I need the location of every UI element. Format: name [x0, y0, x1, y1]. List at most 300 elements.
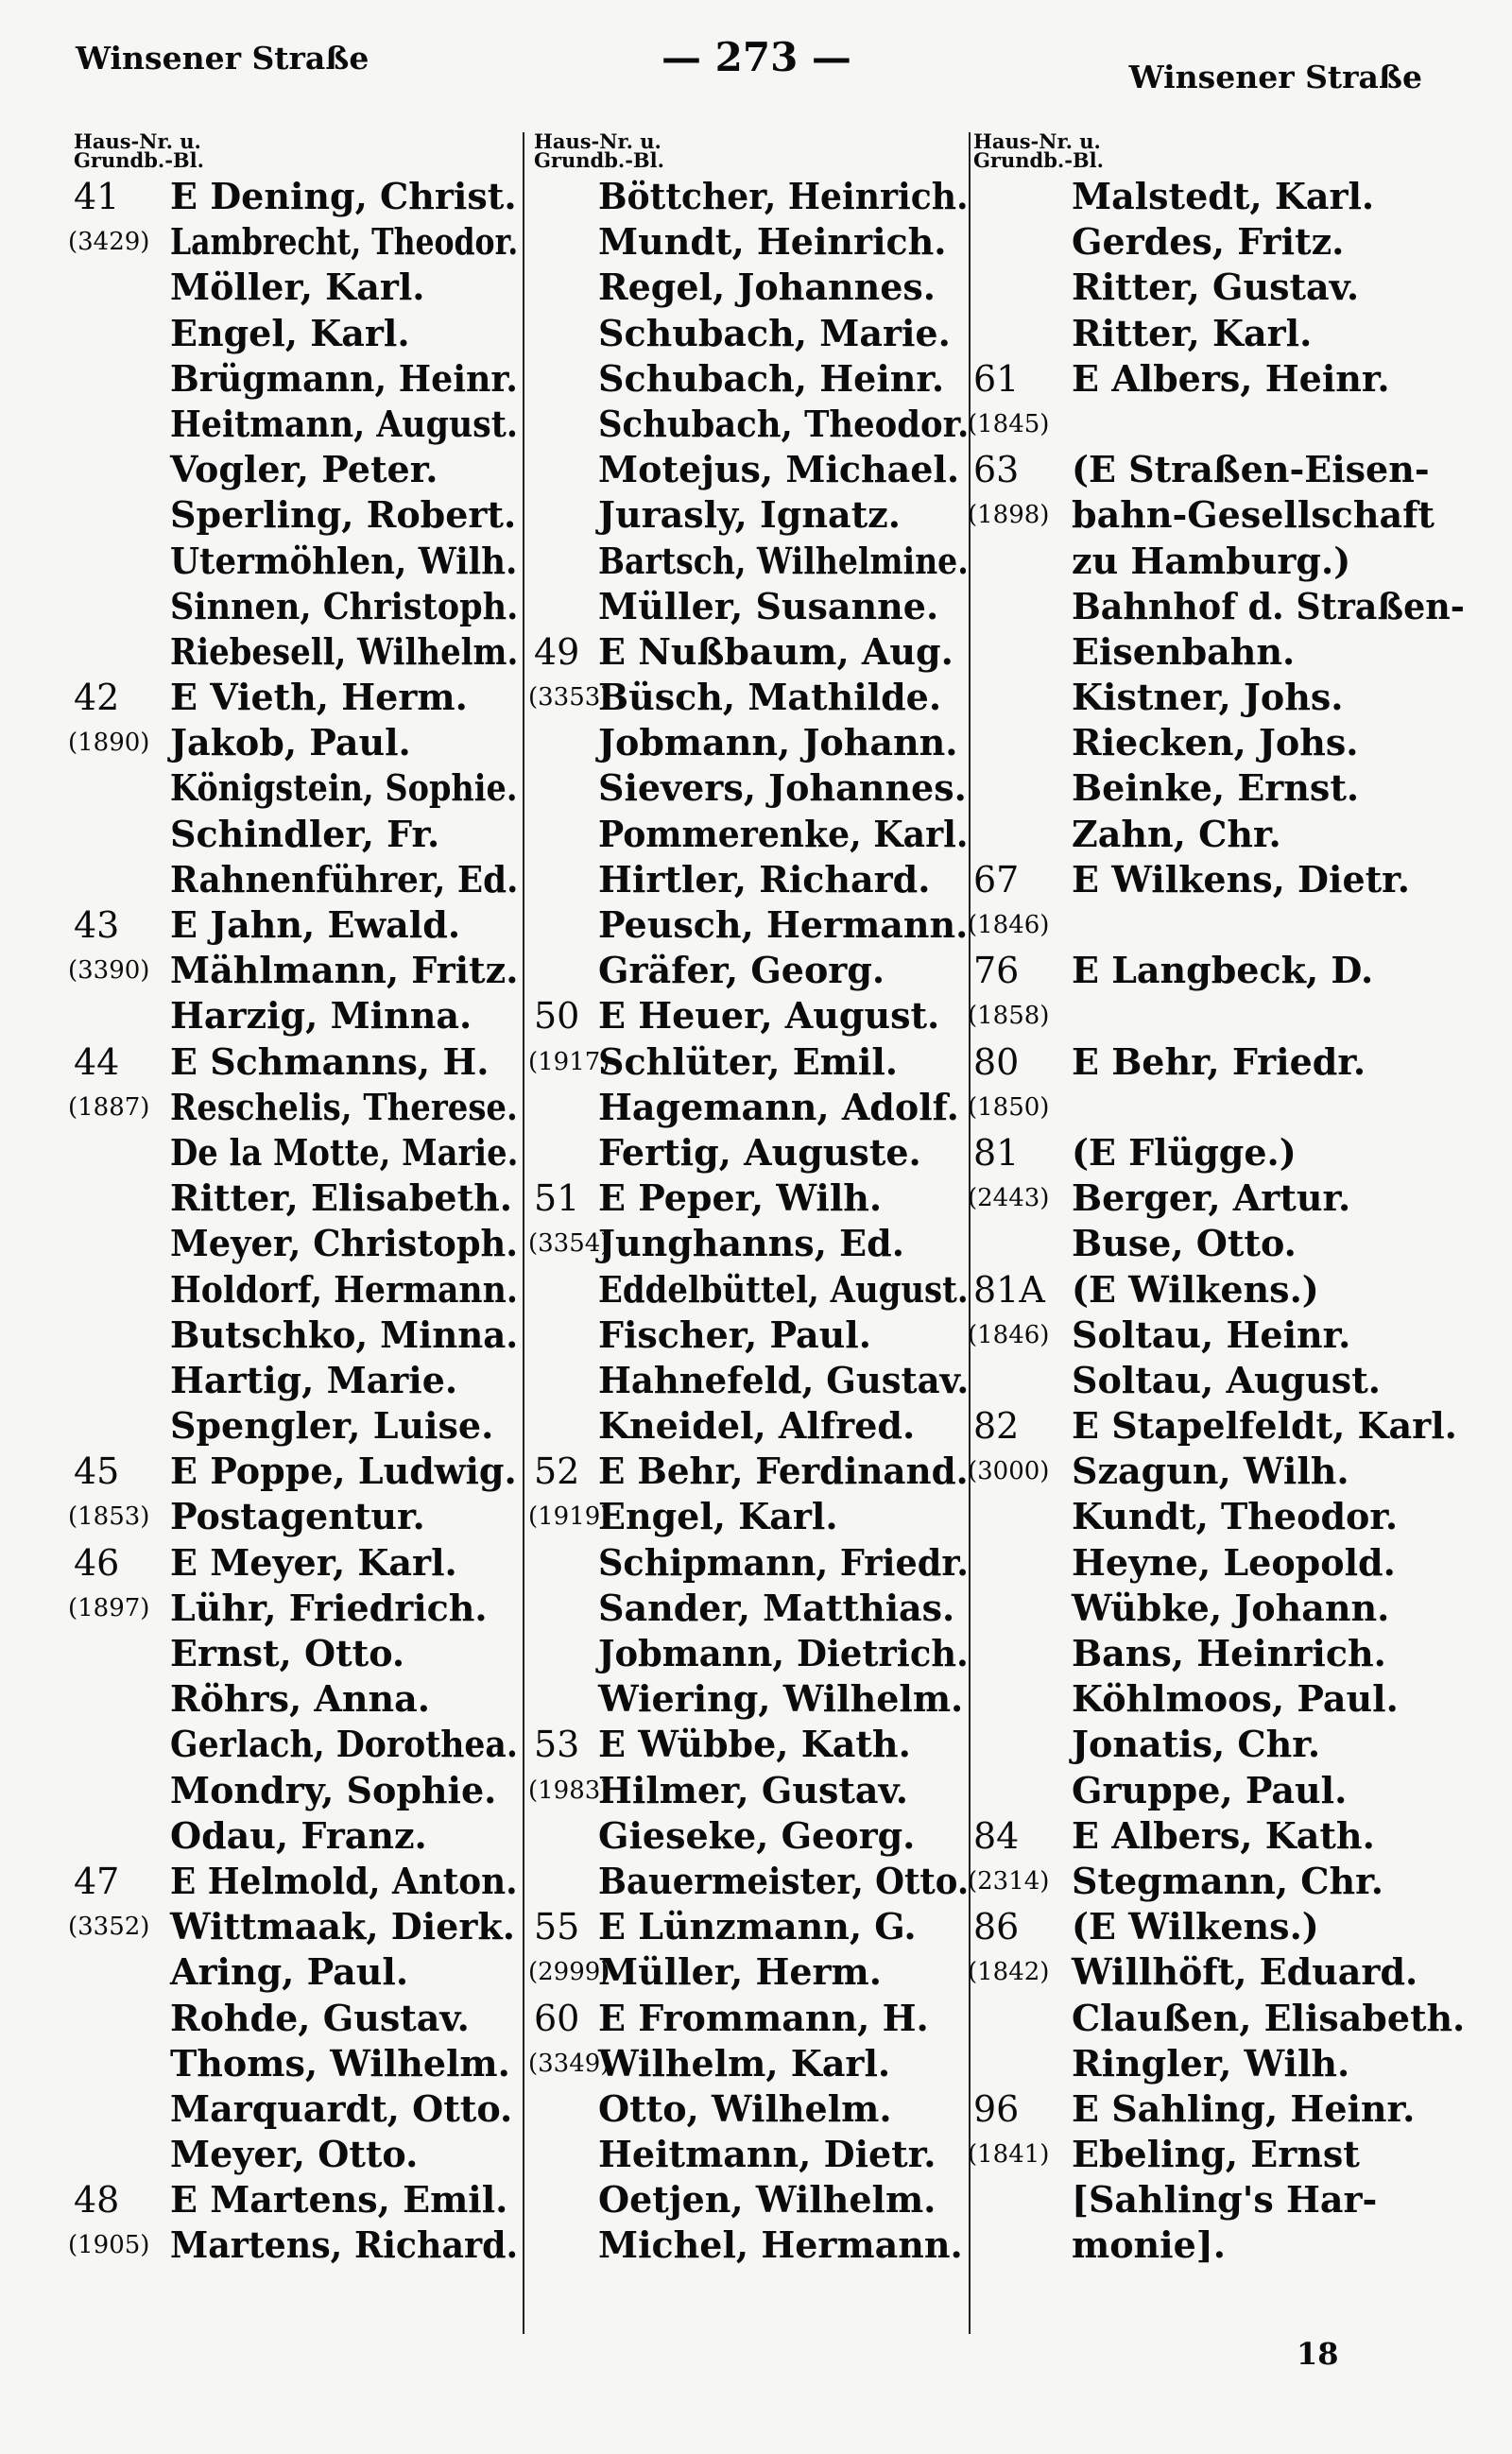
directory-entry [534, 1267, 969, 1313]
resident-name: Fertig, Auguste. [598, 1130, 921, 1174]
directory-entry [973, 1358, 1465, 1403]
resident-name: Butschko, Minna. [170, 1313, 519, 1356]
land-register-number: (3354) [528, 1229, 610, 1259]
directory-entry [74, 812, 518, 857]
directory-entry [74, 1813, 518, 1859]
directory-entry [74, 1039, 518, 1085]
directory-entry [534, 1904, 969, 1949]
directory-entry [74, 1859, 518, 1904]
resident-name: Ernst, Otto. [170, 1632, 405, 1674]
resident-name: Pommerenke, Karl. [598, 812, 969, 855]
directory-entry [68, 1586, 518, 1631]
house-number: 80 [973, 1040, 1020, 1083]
resident-name: Engel, Karl. [170, 311, 410, 354]
directory-entry [534, 2132, 969, 2177]
resident-name: Hagemann, Adolf. [598, 1085, 959, 1128]
directory-entry [74, 1267, 518, 1313]
resident-name: Hartig, Marie. [170, 1358, 458, 1401]
directory-entry [68, 2222, 519, 2268]
directory-entry [528, 1494, 969, 1539]
resident-name: Ringler, Wilh. [1072, 2041, 1350, 2085]
resident-name: Meyer, Otto. [170, 2133, 419, 2176]
directory-entry [968, 2132, 1465, 2177]
house-number: 76 [973, 950, 1020, 992]
resident-name: Möller, Karl. [170, 266, 425, 309]
house-number: 45 [74, 1450, 120, 1493]
directory-entry [74, 539, 518, 584]
resident-name: E Vieth, Herm. [170, 676, 468, 719]
resident-name: Rahnenführer, Ed. [170, 857, 519, 901]
directory-entry [74, 584, 518, 629]
directory-entry [973, 1996, 1465, 2041]
directory-entry [968, 902, 1465, 948]
resident-name: Ebeling, Ernst [1072, 2133, 1360, 2176]
directory-entry [534, 629, 969, 675]
house-number: 84 [973, 1814, 1020, 1857]
land-register-number: (1846) [968, 911, 1050, 939]
land-register-number: (1846) [968, 1320, 1050, 1349]
directory-column-1 [68, 129, 519, 2269]
directory-entry [74, 492, 518, 538]
resident-name: E Wilkens, Dietr. [1072, 857, 1410, 901]
directory-entry [534, 2177, 969, 2222]
directory-entry [74, 1631, 518, 1676]
signature-mark: 18 [1297, 2336, 1339, 2372]
resident-name: E Stapelfeldt, Karl. [1072, 1404, 1457, 1448]
resident-name: Jakob, Paul. [170, 721, 411, 764]
land-register-number: (1917) [528, 1047, 610, 1076]
directory-entry [74, 1540, 518, 1586]
resident-name: Kundt, Theodor. [1072, 1495, 1399, 1538]
resident-name: Ritter, Karl. [1072, 311, 1313, 354]
directory-entry [74, 1949, 518, 1995]
resident-name: Wilhelm, Karl. [598, 2041, 891, 2085]
land-register-number: (1853) [68, 1502, 150, 1532]
resident-name: E Wübbe, Kath. [598, 1723, 911, 1766]
directory-entry [74, 311, 518, 356]
resident-name: Schindler, Fr. [170, 812, 440, 855]
directory-entry [74, 2132, 518, 2177]
resident-name: Kneidel, Alfred. [598, 1404, 916, 1448]
directory-entry [973, 765, 1465, 811]
resident-name: Schlüter, Emil. [598, 1039, 898, 1083]
land-register-number: (2443) [968, 1184, 1050, 1213]
directory-entry [968, 402, 1465, 447]
directory-entry [74, 1722, 518, 1767]
resident-name: Schubach, Marie. [598, 311, 951, 354]
directory-entry [973, 539, 1465, 584]
directory-entry [973, 629, 1465, 675]
house-number: 44 [74, 1040, 120, 1083]
directory-entry [68, 1494, 518, 1539]
directory-entry [973, 1586, 1465, 1631]
resident-name: Michel, Hermann. [598, 2223, 963, 2267]
directory-entry [534, 2222, 969, 2268]
directory-entry [973, 1267, 1465, 1313]
resident-name: Mondry, Sophie. [170, 1768, 497, 1811]
resident-name: Bahnhof d. Straßen- [1072, 584, 1465, 627]
directory-entry [973, 1221, 1465, 1266]
resident-name: Heitmann, Dietr. [598, 2133, 936, 2176]
directory-entry [74, 1358, 518, 1403]
resident-name: De la Motte, Marie. [170, 1130, 519, 1174]
directory-entry [968, 1313, 1465, 1358]
house-number: 53 [534, 1724, 580, 1766]
directory-entry [74, 2086, 518, 2132]
land-register-number: (2999) [528, 1958, 610, 1987]
resident-name: E Martens, Emil. [170, 2178, 508, 2222]
resident-name: Aring, Paul. [170, 1950, 409, 1994]
land-register-number: (3000) [968, 1457, 1050, 1486]
resident-name: Böttcher, Heinrich. [598, 175, 969, 217]
directory-entry [74, 902, 518, 948]
column-header-line: Grundb.-Bl. [534, 148, 664, 172]
directory-entry [973, 1904, 1465, 1949]
directory-entry [534, 1176, 969, 1221]
house-number: 96 [973, 2087, 1020, 2130]
resident-name: Jurasly, Ignatz. [598, 493, 901, 537]
resident-name: Utermöhlen, Wilh. [170, 539, 518, 582]
resident-name: Holdorf, Hermann. [170, 1267, 518, 1311]
directory-entry [534, 1631, 969, 1676]
resident-name: Martens, Richard. [170, 2223, 519, 2267]
directory-entry [534, 402, 969, 447]
resident-name: Lambrecht, Theodor. [170, 220, 519, 264]
directory-entry [74, 1403, 518, 1449]
directory-entry [968, 1949, 1465, 1995]
resident-name: Hirtler, Richard. [598, 857, 931, 901]
resident-name: Mundt, Heinrich. [598, 220, 947, 264]
resident-name: Zahn, Chr. [1072, 812, 1281, 855]
directory-entry [534, 1085, 969, 1130]
resident-name: Claußen, Elisabeth. [1072, 1996, 1466, 2039]
resident-name: Soltau, Heinr. [1072, 1313, 1351, 1356]
directory-entry [74, 675, 518, 720]
resident-name: Regel, Johannes. [598, 266, 936, 309]
directory-entry [68, 219, 519, 265]
resident-name: Vogler, Peter. [170, 448, 438, 491]
directory-entry [74, 1996, 518, 2041]
directory-entry [68, 1904, 518, 1949]
resident-name: (E Wilkens.) [1072, 1905, 1319, 1948]
resident-name: Müller, Susanne. [598, 584, 939, 627]
resident-name: Ritter, Elisabeth. [170, 1176, 513, 1220]
resident-name: E Albers, Heinr. [1072, 356, 1390, 400]
resident-name: Schubach, Theodor. [598, 402, 970, 445]
house-number: 46 [74, 1541, 120, 1584]
house-number: 60 [534, 1997, 580, 2039]
directory-entry [74, 1221, 518, 1266]
resident-name: Kistner, Johs. [1072, 676, 1344, 719]
column-header [973, 129, 1465, 174]
directory-entry [973, 2177, 1465, 2222]
directory-entry [74, 1176, 518, 1221]
directory-entry [534, 1996, 969, 2041]
resident-name: Stegmann, Chr. [1072, 1859, 1383, 1902]
house-number: 41 [74, 176, 120, 217]
resident-name: E Behr, Friedr. [1072, 1039, 1366, 1083]
running-head-left: Winsener Straße [76, 40, 369, 77]
resident-name: Hilmer, Gustav. [598, 1768, 909, 1811]
running-head-right: Winsener Straße [1128, 59, 1422, 95]
directory-entry [534, 1449, 969, 1494]
house-number: 43 [74, 904, 120, 946]
resident-name: Szagun, Wilh. [1072, 1450, 1349, 1493]
resident-name: Sievers, Johannes. [598, 766, 967, 810]
column-header-line: Haus-Nr. u. [973, 129, 1101, 153]
directory-entry [973, 1676, 1465, 1722]
directory-entry [534, 902, 969, 948]
resident-name: Berger, Artur. [1072, 1176, 1351, 1220]
resident-name: Wittmaak, Dierk. [170, 1905, 515, 1948]
house-number: 52 [534, 1450, 580, 1493]
directory-entry [68, 948, 519, 993]
directory-entry [968, 1176, 1465, 1221]
resident-name: Junghanns, Ed. [598, 1222, 904, 1265]
directory-entry [973, 675, 1465, 720]
land-register-number: (1858) [968, 1002, 1050, 1031]
house-number: 47 [74, 1860, 120, 1902]
resident-name: Gerdes, Fritz. [1072, 220, 1345, 264]
directory-entry [968, 1859, 1465, 1904]
house-number: 86 [973, 1906, 1020, 1948]
directory-entry [534, 720, 969, 765]
resident-name: Meyer, Christoph. [170, 1222, 519, 1265]
directory-entry [528, 1949, 969, 1995]
directory-entry [968, 1085, 1465, 1130]
house-number: 82 [973, 1405, 1020, 1448]
directory-entry [74, 1313, 518, 1358]
column-header-line: Haus-Nr. u. [534, 129, 662, 153]
page-number: — 273 — [662, 34, 851, 80]
land-register-number: (1887) [68, 1092, 150, 1122]
resident-name: Otto, Wilhelm. [598, 2086, 892, 2130]
resident-name: Malstedt, Karl. [1072, 175, 1375, 217]
land-register-number: (1845) [968, 409, 1050, 438]
resident-name: E Heuer, August. [598, 994, 940, 1038]
house-number: 63 [973, 449, 1020, 491]
resident-name: Gräfer, Georg. [598, 949, 885, 992]
directory-entry [534, 765, 969, 811]
directory-entry [534, 539, 969, 584]
resident-name: Willhöft, Eduard. [1072, 1950, 1418, 1994]
directory-entry [973, 174, 1465, 219]
directory-entry [968, 492, 1465, 538]
directory-entry [973, 219, 1465, 265]
house-number: 81A [973, 1268, 1045, 1311]
directory-entry [74, 993, 518, 1038]
house-number: 50 [534, 995, 580, 1038]
directory-entry [74, 2177, 518, 2222]
resident-name: Marquardt, Otto. [170, 2086, 513, 2130]
directory-entry [534, 1859, 969, 1904]
directory-entry [74, 857, 518, 902]
land-register-number: (1905) [68, 2231, 150, 2260]
resident-name: Odau, Franz. [170, 1813, 427, 1857]
resident-name: (E Wilkens.) [1072, 1267, 1319, 1311]
resident-name: Eddelbüttel, August. [598, 1267, 969, 1311]
house-number: 55 [534, 1906, 580, 1948]
resident-name: E Behr, Ferdinand. [598, 1450, 969, 1493]
directory-entry [973, 720, 1465, 765]
directory-entry [973, 2041, 1465, 2086]
directory-entry [74, 1676, 518, 1722]
resident-name: zu Hamburg.) [1072, 539, 1351, 582]
column-header-line: Grundb.-Bl. [973, 148, 1104, 172]
resident-name: Büsch, Mathilde. [598, 676, 942, 719]
land-register-number: (1898) [968, 501, 1050, 530]
resident-name: E Sahling, Heinr. [1072, 2086, 1416, 2130]
directory-entry [528, 675, 969, 720]
directory-entry [68, 1085, 518, 1130]
resident-name: Wiering, Wilhelm. [598, 1677, 964, 1721]
directory-entry [973, 2086, 1465, 2132]
resident-name: (E Straßen-Eisen- [1072, 448, 1430, 491]
column-header [534, 129, 969, 174]
directory-entry [534, 1722, 969, 1767]
column-header-line: Grundb.-Bl. [74, 148, 204, 172]
resident-name: Hahnefeld, Gustav. [598, 1358, 970, 1401]
resident-name: Thoms, Wilhelm. [170, 2041, 510, 2085]
resident-name: E Helmold, Anton. [170, 1859, 518, 1902]
land-register-number: (1897) [68, 1593, 150, 1622]
resident-name: Jobmann, Johann. [598, 721, 958, 764]
resident-name: monie]. [1072, 2223, 1227, 2267]
directory-entry [534, 1358, 969, 1403]
land-register-number: (1890) [68, 729, 150, 758]
directory-entry [534, 174, 969, 219]
directory-entry [534, 492, 969, 538]
directory-entry [973, 948, 1465, 993]
resident-name: Rohde, Gustav. [170, 1996, 470, 2039]
directory-entry [973, 1403, 1465, 1449]
directory-entry [973, 857, 1465, 902]
directory-entry [534, 2086, 969, 2132]
column-divider [523, 132, 524, 2334]
resident-name: Bauermeister, Otto. [598, 1859, 970, 1902]
directory-entry [534, 1676, 969, 1722]
directory-entry [534, 265, 969, 310]
directory-entry [74, 1130, 518, 1176]
resident-name: Soltau, August. [1072, 1358, 1381, 1401]
resident-name: Mählmann, Fritz. [170, 949, 519, 992]
land-register-number: (3353) [528, 683, 610, 712]
resident-name: E Langbeck, D. [1072, 949, 1374, 992]
directory-entry [534, 1813, 969, 1859]
house-number: 48 [74, 2179, 120, 2222]
directory-entry [973, 812, 1465, 857]
directory-entry [534, 447, 969, 492]
land-register-number: (1842) [968, 1958, 1050, 1987]
resident-name: Sperling, Robert. [170, 493, 517, 537]
resident-name: E Albers, Kath. [1072, 1813, 1375, 1857]
land-register-number: (1841) [968, 2140, 1050, 2170]
directory-entry [973, 584, 1465, 629]
directory-entry [74, 356, 518, 402]
directory-entry [528, 1221, 969, 1266]
resident-name: (E Flügge.) [1072, 1130, 1297, 1174]
resident-name: Engel, Karl. [598, 1495, 838, 1538]
directory-entry [528, 1039, 969, 1085]
directory-entry [74, 447, 518, 492]
land-register-number: (1919) [528, 1502, 610, 1532]
resident-name: Müller, Herm. [598, 1950, 882, 1994]
directory-entry [74, 2041, 518, 2086]
directory-entry [973, 1494, 1465, 1539]
resident-name: Postagentur. [170, 1495, 425, 1538]
house-number: 51 [534, 1177, 580, 1220]
resident-name: Fischer, Paul. [598, 1313, 871, 1356]
land-register-number: (3349) [528, 2049, 610, 2078]
resident-name: Lühr, Friedrich. [170, 1586, 488, 1629]
directory-entry [973, 356, 1465, 402]
land-register-number: (1983) [528, 1776, 610, 1805]
directory-entry [968, 1449, 1465, 1494]
resident-name: Wübke, Johann. [1072, 1586, 1390, 1629]
land-register-number: (3352) [68, 1913, 150, 1942]
directory-entry [534, 1130, 969, 1176]
resident-name: Schubach, Heinr. [598, 356, 945, 400]
resident-name: Buse, Otto. [1072, 1222, 1297, 1265]
resident-name: Schipmann, Friedr. [598, 1540, 969, 1584]
directory-entry [74, 629, 518, 675]
house-number: 49 [534, 630, 580, 673]
resident-name: Riecken, Johs. [1072, 721, 1359, 764]
directory-entry [534, 1540, 969, 1586]
directory-entry [534, 356, 969, 402]
directory-entry [68, 720, 518, 765]
resident-name: E Meyer, Karl. [170, 1540, 457, 1584]
resident-name: Heyne, Leopold. [1072, 1540, 1396, 1584]
directory-entry [534, 857, 969, 902]
resident-name: Röhrs, Anna. [170, 1677, 431, 1721]
resident-name: E Frommann, H. [598, 1996, 929, 2039]
directory-entry [534, 993, 969, 1038]
directory-entry [973, 447, 1465, 492]
resident-name: E Dening, Christ. [170, 175, 517, 217]
directory-entry [968, 993, 1465, 1038]
resident-name: Riebesell, Wilhelm. [170, 629, 519, 673]
directory-entry [534, 311, 969, 356]
directory-entry [973, 1130, 1465, 1176]
directory-entry [74, 1768, 518, 1813]
column-header [74, 129, 518, 174]
directory-entry [534, 812, 969, 857]
house-number: 81 [973, 1131, 1020, 1174]
directory-entry [534, 219, 969, 265]
resident-name: E Nußbaum, Aug. [598, 629, 954, 673]
resident-name: Reschelis, Therese. [170, 1085, 518, 1128]
directory-entry [973, 2222, 1465, 2268]
directory-entry [534, 948, 969, 993]
resident-name: bahn-Gesellschaft [1072, 493, 1435, 537]
resident-name: Sander, Matthias. [598, 1586, 955, 1629]
resident-name: Heitmann, August. [170, 402, 518, 445]
resident-name: Gieseke, Georg. [598, 1813, 916, 1857]
directory-entry [973, 1722, 1465, 1767]
directory-entry [534, 1403, 969, 1449]
directory-entry [74, 402, 518, 447]
resident-name: E Peper, Wilh. [598, 1176, 883, 1220]
directory-entry [973, 1540, 1465, 1586]
resident-name: E Poppe, Ludwig. [170, 1450, 517, 1493]
resident-name: [Sahling's Har- [1072, 2178, 1378, 2222]
house-number: 67 [973, 858, 1020, 901]
directory-entry [74, 765, 518, 811]
resident-name: Brügmann, Heinr. [170, 356, 518, 400]
resident-name: Königstein, Sophie. [170, 766, 518, 810]
directory-entry [534, 1313, 969, 1358]
